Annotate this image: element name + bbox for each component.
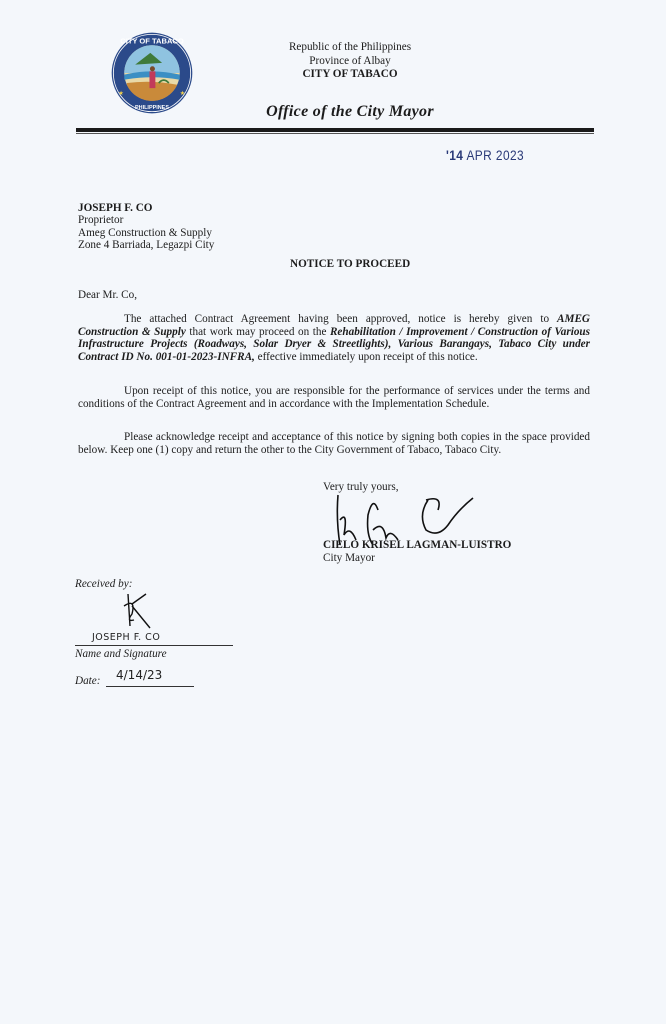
p1-project: Rehabilitation / Improvement / Construction of Various Infrastructure Projects (Roadways, Solar Dryer & Streetlights), Various Barangays, Tabaco City under Contract ID No. 001-01-2023-INFRA,: [78, 325, 590, 363]
addressee-block: [78, 202, 214, 252]
signature-line: [75, 645, 233, 646]
body-paragraph-3: Please acknowledge receipt and acceptance of this notice by signing both copies in the space provided below. Keep one (1) copy and return the other to the City Government of Tabaco, Tabaco City.: [78, 431, 590, 456]
svg-text:★: ★: [179, 90, 185, 97]
recipient-signature: [118, 592, 154, 632]
svg-text:PHILIPPINES: PHILIPPINES: [135, 105, 169, 112]
signatory-name: CIELO KRISEL LAGMAN-LUISTRO: [323, 539, 512, 551]
date-stamp-year: 2023: [495, 147, 525, 163]
name-signature-label: Name and Signature: [75, 648, 167, 660]
p1-contractor: AMEG Construction & Supply: [78, 313, 590, 338]
letterhead-republic: Republic of the Philippines: [288, 41, 412, 53]
p1-text-c: that work may proceed on the: [185, 325, 330, 338]
body-paragraph-1: [78, 313, 590, 363]
salutation: Dear Mr. Co,: [78, 289, 138, 301]
date-stamp-month: APR: [466, 147, 493, 163]
complimentary-close: Very truly yours,: [323, 481, 399, 493]
city-seal-logo: [110, 31, 194, 115]
letterhead-province: Province of Albay: [309, 55, 391, 67]
addressee-company: Ameg Construction & Supply: [78, 226, 212, 239]
signatory-position: City Mayor: [323, 552, 375, 564]
recipient-handwritten-name: JOSEPH F. CO: [92, 632, 161, 643]
svg-text:CITY OF TABACO: CITY OF TABACO: [120, 36, 184, 46]
p1-text-e: effective immediately upon receipt of this notice.: [254, 350, 478, 363]
addressee-name: JOSEPH F. CO: [78, 202, 153, 214]
date-label: Date:: [75, 675, 101, 687]
notice-title: NOTICE TO PROCEED: [290, 258, 411, 270]
p1-text-a: The attached Contract Agreement having been approved, notice is hereby given to: [124, 313, 558, 325]
office-title: Office of the City Mayor: [266, 103, 434, 120]
received-date: 4/14/23: [116, 668, 163, 682]
received-by-label: Received by:: [75, 578, 133, 590]
date-stamp: [446, 147, 524, 163]
addressee-address: Zone 4 Barriada, Legazpi City: [78, 239, 215, 252]
header-rule-thin: [76, 133, 594, 134]
date-stamp-day: 14: [449, 147, 464, 163]
body-paragraph-2: Upon receipt of this notice, you are responsible for the performance of services under the terms and conditions of the Contract Agreement and in accordance with the Implementation Schedule.: [78, 385, 590, 410]
header-rule: [76, 128, 594, 132]
date-line: [106, 686, 194, 687]
date-stamp-prefix: ': [446, 147, 450, 163]
svg-text:★: ★: [118, 90, 124, 97]
addressee-title: Proprietor: [78, 214, 124, 227]
letterhead-city: CITY OF TABACO: [302, 68, 398, 80]
